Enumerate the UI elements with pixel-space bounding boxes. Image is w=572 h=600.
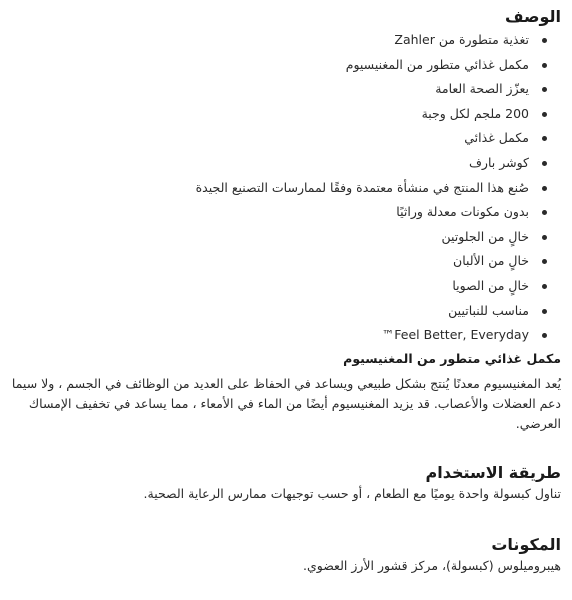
ingredients-title: المكونات bbox=[491, 534, 561, 554]
bullet-icon bbox=[542, 161, 547, 166]
bullet-icon bbox=[542, 136, 547, 141]
magnesium-heading: مكمل غذائي متطور من المغنيسيوم bbox=[343, 350, 561, 366]
list-item-text: خالٍ من الألبان bbox=[453, 253, 529, 269]
list-item bbox=[8, 77, 561, 102]
list-item bbox=[8, 53, 561, 78]
magnesium-paragraph: يُعد المغنيسيوم معدنًا يُنتج بشكل طبيعي ويساعد في الحفاظ على العديد من الوظائف في الجسم ، ولا سيما دعم العضلات والأعصاب. قد يزيد المغنيسيوم أيضًا من الماء في الأمعاء ، مما يساعد في تخفيف الإمساك العرضي. bbox=[11, 375, 561, 431]
list-item-text: كوشر بارف bbox=[468, 154, 529, 170]
list-item bbox=[8, 225, 561, 250]
list-item-text: تغذية متطورة من Zahler bbox=[394, 32, 529, 47]
list-item bbox=[8, 323, 561, 348]
list-item-text: Feel Better, Everyday™ bbox=[381, 327, 529, 343]
list-item-text: خالٍ من الصويا bbox=[452, 277, 529, 293]
list-item bbox=[8, 299, 561, 324]
ingredients-text: هيبروميلوس (كبسولة)، مركز قشور الأرز العضوي. bbox=[303, 557, 561, 573]
description-list bbox=[8, 28, 561, 348]
list-item-text: مكمل غذائي bbox=[464, 130, 529, 146]
list-item-text: يعزّز الصحة العامة bbox=[435, 81, 529, 97]
usage-title: طريقة الاستخدام bbox=[425, 462, 561, 482]
bullet-icon bbox=[542, 284, 547, 289]
list-item bbox=[8, 176, 561, 201]
list-item bbox=[8, 28, 561, 53]
bullet-icon bbox=[542, 38, 547, 43]
list-item bbox=[8, 151, 561, 176]
spacer bbox=[8, 504, 561, 534]
bullet-icon bbox=[542, 210, 547, 215]
bullet-icon bbox=[542, 186, 547, 191]
bullet-icon bbox=[542, 309, 547, 314]
list-item-text: صُنع هذا المنتج في منشأة معتمدة وفقًا لممارسات التصنيع الجيدة bbox=[195, 179, 529, 195]
list-item-text: خالٍ من الجلوتين bbox=[441, 228, 529, 244]
bullet-icon bbox=[542, 259, 547, 264]
list-item bbox=[8, 126, 561, 151]
list-item-text: 200 ملجم لكل وجبة bbox=[421, 105, 529, 121]
list-item-text: بدون مكونات معدلة وراثيًا bbox=[396, 204, 529, 220]
bullet-icon bbox=[542, 333, 547, 338]
bullet-icon bbox=[542, 112, 547, 117]
list-item bbox=[8, 274, 561, 299]
bullet-icon bbox=[542, 87, 547, 92]
list-item bbox=[8, 102, 561, 127]
bullet-icon bbox=[542, 63, 547, 68]
bullet-icon bbox=[542, 235, 547, 240]
list-item-text: مكمل غذائي متطور من المغنيسيوم bbox=[345, 56, 529, 72]
list-item bbox=[8, 200, 561, 225]
spacer bbox=[8, 434, 561, 462]
usage-text: تناول كبسولة واحدة يوميًا مع الطعام ، أو حسب توجيهات ممارس الرعاية الصحية. bbox=[143, 485, 561, 501]
list-item bbox=[8, 249, 561, 274]
list-item-text: مناسب للنباتيين bbox=[448, 302, 529, 318]
description-title: الوصف bbox=[504, 7, 561, 26]
